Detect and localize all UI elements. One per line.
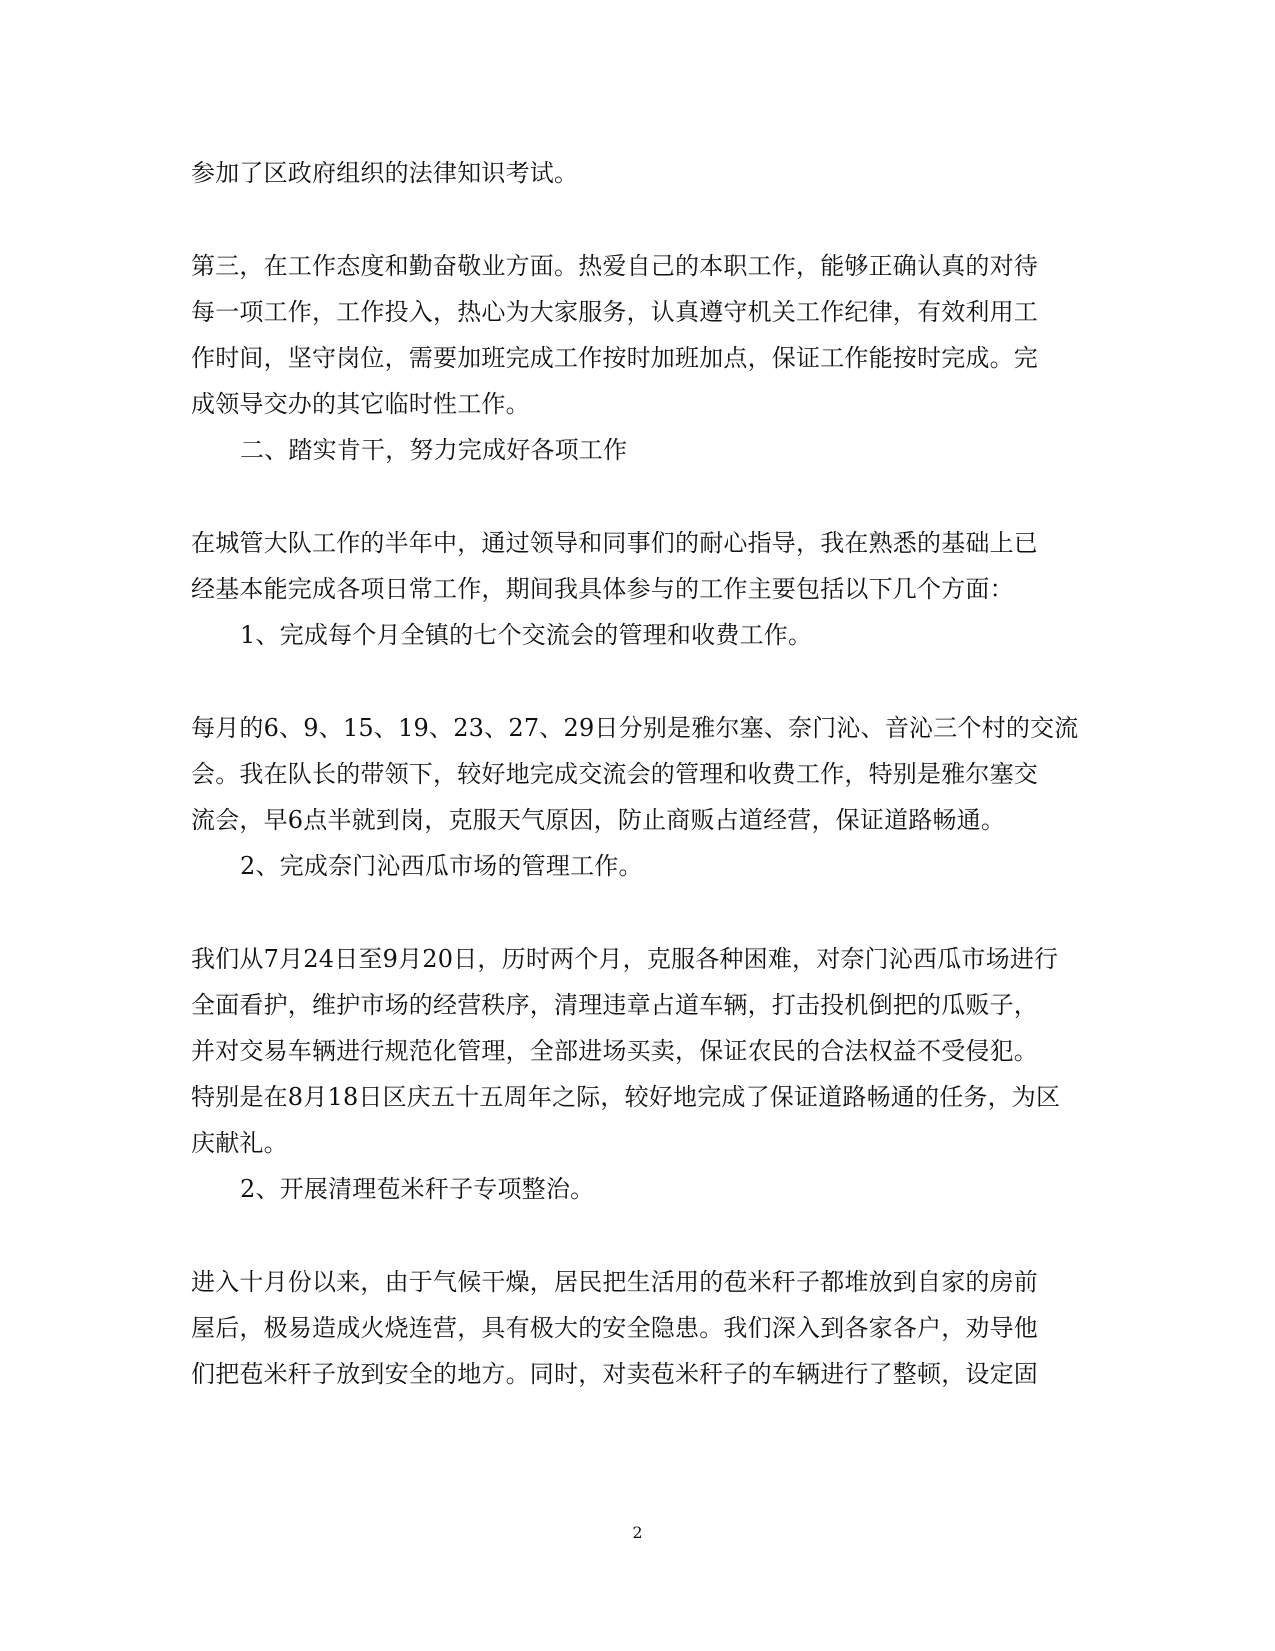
text-line: 参加了区政府组织的法律知识考试。 xyxy=(191,159,579,187)
paragraph-line: 全面看护，维护市场的经营秩序，清理违章占道车辆，打击投机倒把的瓜贩子， xyxy=(191,991,1038,1019)
paragraph-line: 特别是在8月18日区庆五十五周年之际，较好地完成了保证道路畅通的任务，为区 xyxy=(191,1083,1061,1111)
subheading: 1、完成每个月全镇的七个交流会的管理和收费工作。 xyxy=(240,621,813,649)
paragraph-line: 们把苞米秆子放到安全的地方。同时，对卖苞米秆子的车辆进行了整顿，设定固 xyxy=(191,1360,1038,1388)
paragraph-line: 庆献礼。 xyxy=(191,1129,288,1157)
paragraph-line: 会。我在队长的带领下，较好地完成交流会的管理和收费工作，特别是雅尔塞交 xyxy=(191,760,1038,788)
section-heading: 二、踏实肯干，努力完成好各项工作 xyxy=(240,436,628,464)
subheading: 2、完成奈门沁西瓜市场的管理工作。 xyxy=(240,852,643,880)
paragraph-line: 我们从7月24日至9月20日，历时两个月，克服各种困难，对奈门沁西瓜市场进行 xyxy=(191,945,1059,973)
page-number: 2 xyxy=(632,1523,643,1542)
paragraph-line: 每月的6、9、15、19、23、27、29日分别是雅尔塞、奈门沁、音沁三个村的交流 xyxy=(191,714,1079,742)
paragraph-line: 成领导交办的其它临时性工作。 xyxy=(191,390,530,418)
paragraph-line: 在城管大队工作的半年中，通过领导和同事们的耐心指导，我在熟悉的基础上已 xyxy=(191,529,1038,557)
subheading: 2、开展清理苞米秆子专项整治。 xyxy=(240,1175,595,1203)
paragraph-line: 每一项工作，工作投入，热心为大家服务，认真遵守机关工作纪律，有效利用工 xyxy=(191,298,1038,326)
paragraph-line: 经基本能完成各项日常工作，期间我具体参与的工作主要包括以下几个方面： xyxy=(191,575,1014,603)
paragraph-line: 进入十月份以来，由于气候干燥，居民把生活用的苞米秆子都堆放到自家的房前 xyxy=(191,1268,1038,1296)
paragraph-line: 第三，在工作态度和勤奋敬业方面。热爱自己的本职工作，能够正确认真的对待 xyxy=(191,252,1038,280)
paragraph-line: 屋后，极易造成火烧连营，具有极大的安全隐患。我们深入到各家各户，劝导他 xyxy=(191,1314,1038,1342)
paragraph-line: 流会，早6点半就到岗，克服天气原因，防止商贩占道经营，保证道路畅通。 xyxy=(191,806,1006,834)
paragraph-line: 作时间，坚守岗位，需要加班完成工作按时加班加点，保证工作能按时完成。完 xyxy=(191,344,1038,372)
paragraph-line: 并对交易车辆进行规范化管理，全部进场买卖，保证农民的合法权益不受侵犯。 xyxy=(191,1037,1038,1065)
